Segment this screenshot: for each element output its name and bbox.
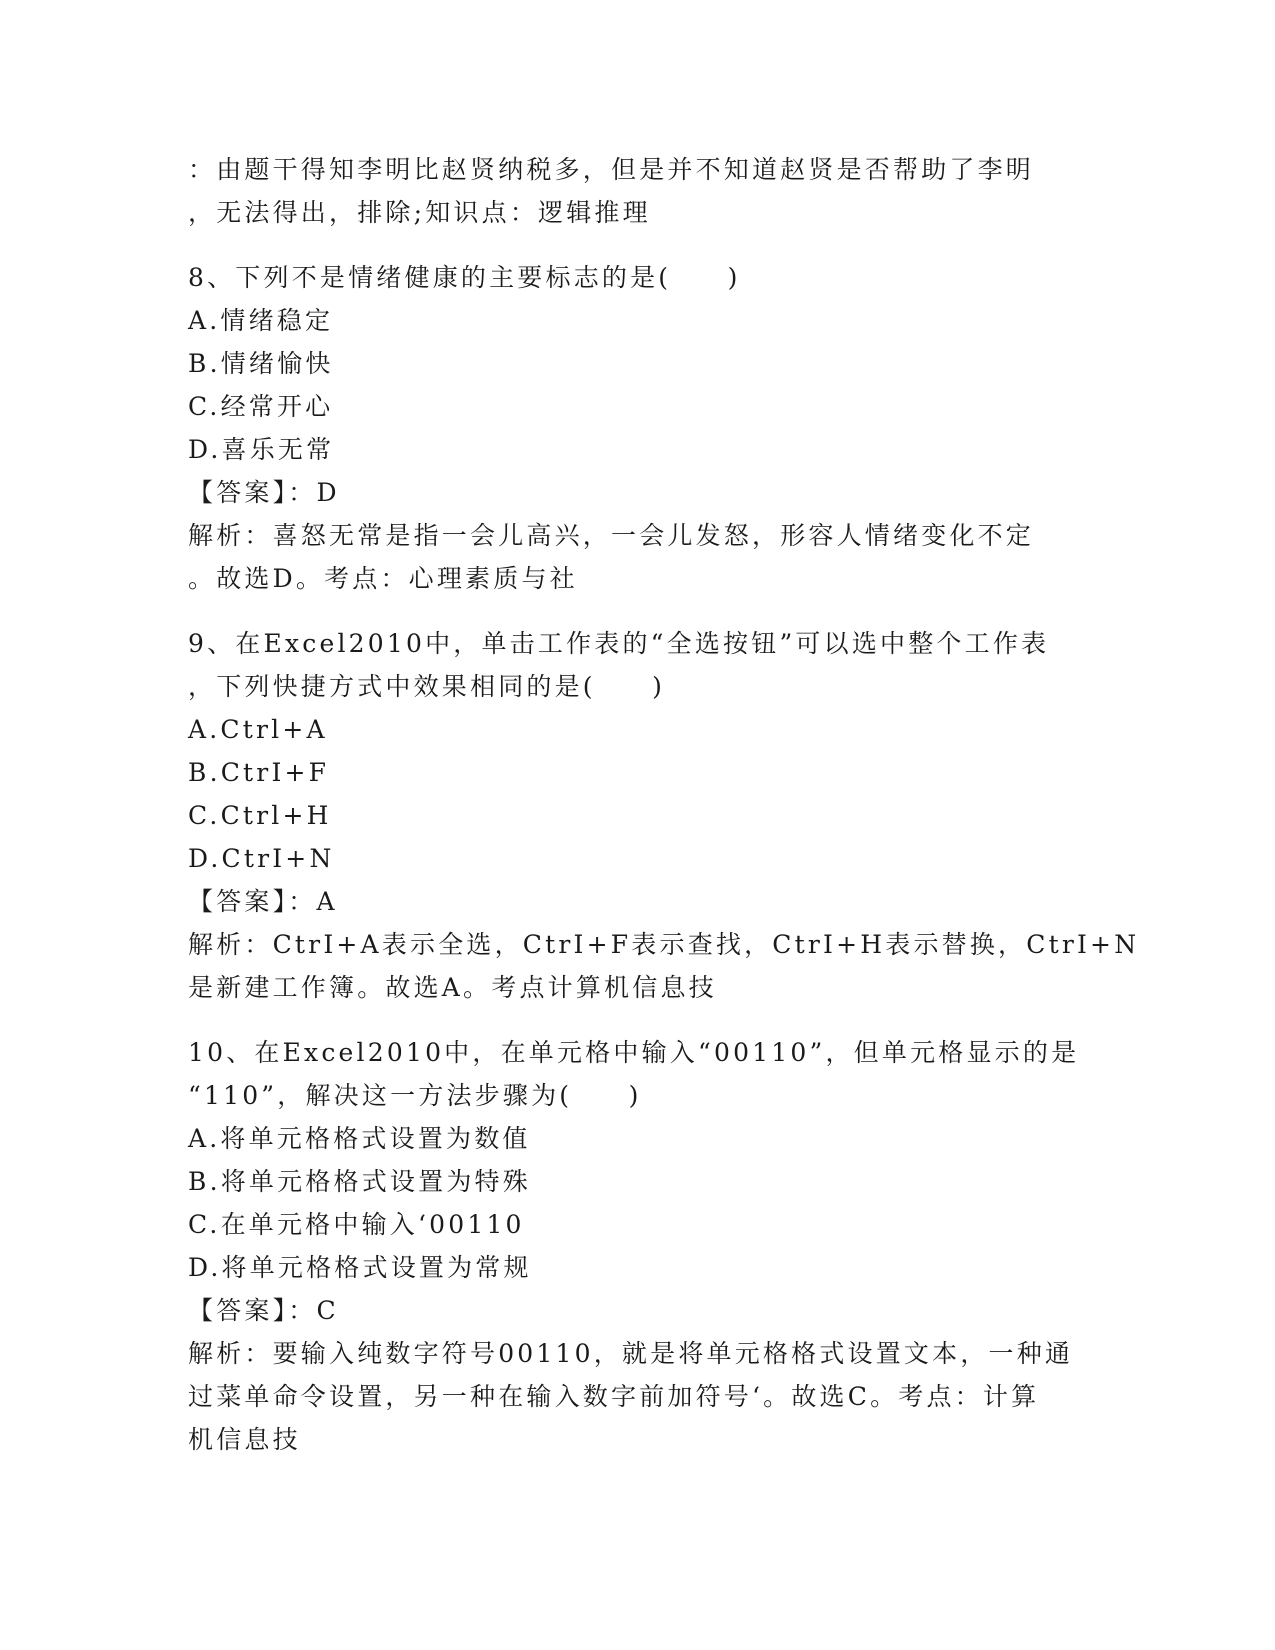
explanation-line: 解析：要输入纯数字符号00110，就是将单元格格式设置文本，一种通 [188,1339,1074,1368]
explanation-line: 解析：CtrI+A表示全选，CtrI+F表示查找，CtrI+H表示替换，CtrI+N [188,930,1140,959]
option-c: C.Ctrl+H [188,801,332,830]
option-d: D.将单元格格式设置为常规 [188,1253,532,1282]
explanation-line: ，无法得出，排除;知识点：逻辑推理 [188,198,651,227]
previous-explanation [188,148,1088,234]
option-b: B.CtrI+F [188,758,330,787]
explanation-line: 。故选D。考点：心理素质与社 [188,564,578,593]
question-text: ，下列快捷方式中效果相同的是( ) [188,672,666,701]
explanation-line: 解析：喜怒无常是指一会儿高兴，一会儿发怒，形容人情绪变化不定 [188,521,1035,550]
option-a: A.Ctrl+A [188,715,328,744]
option-d: D.CtrI+N [188,844,335,873]
question-text: 8、下列不是情绪健康的主要标志的是( ) [188,263,741,292]
explanation-line: 是新建工作簿。故选A。考点计算机信息技 [188,973,717,1002]
question-text: 9、在Excel2010中，单击工作表的“全选按钮”可以选中整个工作表 [188,629,1050,658]
question-9 [188,622,1140,1009]
option-a: A.将单元格格式设置为数值 [188,1124,531,1153]
document-page [188,148,1140,1461]
option-c: C.经常开心 [188,392,334,421]
question-text: 10、在Excel2010中，在单元格中输入“00110”，但单元格显示的是 [188,1038,1080,1067]
explanation-line: ：由题干得知李明比赵贤纳税多，但是并不知道赵贤是否帮助了李明 [188,155,1035,184]
answer: 【答案】：C [188,1296,339,1325]
option-d: D.喜乐无常 [188,435,335,464]
explanation-line: 过菜单命令设置，另一种在输入数字前加符号‘。故选C。考点：计算 [188,1382,1040,1411]
option-c: C.在单元格中输入‘00110 [188,1210,525,1239]
answer: 【答案】：A [188,887,338,916]
question-8 [188,256,1088,600]
answer: 【答案】：D [188,478,340,507]
question-10 [188,1031,1088,1461]
explanation-line: 机信息技 [188,1425,301,1454]
option-b: B.将单元格格式设置为特殊 [188,1167,531,1196]
option-a: A.情绪稳定 [188,306,334,335]
option-b: B.情绪愉快 [188,349,334,378]
question-text: “110”，解决这一方法步骤为( ) [188,1081,642,1110]
